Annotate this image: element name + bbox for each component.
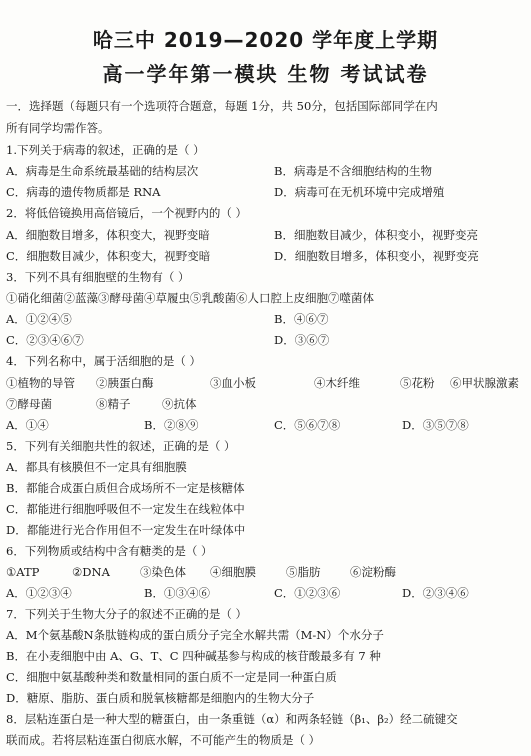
q4-item-2: ②胰蛋白酶 xyxy=(96,376,154,390)
q1-option-b: B．病毒是不含细胞结构的生物 xyxy=(274,164,432,178)
exam-subtitle: 高一学年第一模块 生物 考试试卷 xyxy=(102,62,429,86)
q3-option-b: B．④⑥⑦ xyxy=(274,312,329,326)
q3-items: ①硝化细菌②蓝藻③酵母菌④草履虫⑤乳酸菌⑥人口腔上皮细胞⑦噬菌体 xyxy=(6,291,374,305)
q5-option-c: C．都能进行细胞呼吸但不一定发生在线粒体中 xyxy=(6,502,245,516)
q3-option-d: D．③⑥⑦ xyxy=(274,333,330,347)
q7-option-c: C．细胞中氨基酸种类和数量相同的蛋白质不一定是同一种蛋白质 xyxy=(6,670,337,684)
q5-option-a: A．都具有核膜但不一定具有细胞膜 xyxy=(6,460,187,474)
q4-item-3: ③血小板 xyxy=(210,376,256,390)
q7-option-b: B．在小麦细胞中由 A、G、T、C 四种碱基参与构成的核苷酸最多有 7 种 xyxy=(6,649,381,663)
q2-option-d: D．细胞数目增多，体积变小，视野变亮 xyxy=(274,249,479,263)
q2-stem: 2．将低倍镜换用高倍镜后，一个视野内的（ ） xyxy=(6,206,247,220)
q4-stem: 4．下列名称中，属于活细胞的是（ ） xyxy=(6,354,201,368)
q4-option-c: C．⑤⑥⑦⑧ xyxy=(274,418,341,432)
section-instruction-1: 一．选择题（每题只有一个选项符合题意，每题 1分，共 50分，包括国际部同学在内 xyxy=(6,99,438,113)
q7-option-a: A．M个氨基酸N条肽链构成的蛋白质分子完全水解共需（M-N）个水分子 xyxy=(6,628,384,642)
q6-item-1: ①ATP xyxy=(6,565,40,579)
q6-option-b: B．①③④⑥ xyxy=(144,586,210,600)
q2-option-b: B．细胞数目减少，体积变小，视野变亮 xyxy=(274,228,478,242)
q6-option-d: D．②③④⑥ xyxy=(402,586,469,600)
q4-option-b: B．②⑧⑨ xyxy=(144,418,199,432)
q4-item-1: ①植物的导管 xyxy=(6,376,75,390)
q6-option-c: C．①②③⑥ xyxy=(274,586,341,600)
section-instruction-2: 所有同学均需作答。 xyxy=(6,121,110,135)
q8-stem-line-1: 8．层粘连蛋白是一种大型的糖蛋白，由一条重链（α）和两条轻链（β₁、β₂）经二硫键交 xyxy=(6,712,458,726)
exam-title: 哈三中 2019—2020 学年度上学期 xyxy=(92,28,439,52)
q6-item-6: ⑥淀粉酶 xyxy=(350,565,396,579)
q5-option-b: B．都能合成蛋白质但合成场所不一定是核糖体 xyxy=(6,481,245,495)
q1-option-c: C．病毒的遗传物质都是 RNA xyxy=(6,185,161,199)
q4-item-4: ④木纤维 xyxy=(314,376,360,390)
q6-item-2: ②DNA xyxy=(72,565,110,579)
q6-item-3: ③染色体 xyxy=(140,565,186,579)
q2-option-c: C．细胞数目减少，体积变大，视野变暗 xyxy=(6,249,211,263)
q6-stem: 6．下列物质或结构中含有糖类的是（ ） xyxy=(6,544,213,558)
q1-stem: 1.下列关于病毒的叙述，正确的是（ ） xyxy=(6,143,205,157)
q4-item-6: ⑥甲状腺激素 xyxy=(450,376,519,390)
q7-option-d: D．糖原、脂肪、蛋白质和脱氧核糖都是细胞内的生物大分子 xyxy=(6,691,315,705)
q3-option-a: A．①②④⑤ xyxy=(6,312,72,326)
q5-option-d: D．都能进行光合作用但不一定发生在叶绿体中 xyxy=(6,523,246,537)
q2-option-a: A．细胞数目增多，体积变大，视野变暗 xyxy=(6,228,210,242)
q4-option-a: A．①④ xyxy=(6,418,49,432)
q4-option-d: D．③⑤⑦⑧ xyxy=(402,418,469,432)
q5-stem: 5．下列有关细胞共性的叙述，正确的是（ ） xyxy=(6,439,236,453)
q4-item-9: ⑨抗体 xyxy=(162,397,197,411)
q6-option-a: A．①②③④ xyxy=(6,586,72,600)
q4-item-5: ⑤花粉 xyxy=(400,376,435,390)
q3-stem: 3．下列不具有细胞壁的生物有（ ） xyxy=(6,270,190,284)
q6-item-5: ⑤脂肪 xyxy=(286,565,321,579)
q6-item-4: ④细胞膜 xyxy=(210,565,256,579)
q7-stem: 7．下列关于生物大分子的叙述不正确的是（ ） xyxy=(6,607,247,621)
q8-stem-line-2: 联而成。若将层粘连蛋白彻底水解，不可能产生的物质是（ ） xyxy=(6,733,321,747)
q1-option-a: A．病毒是生命系统最基础的结构层次 xyxy=(6,164,199,178)
q4-item-7: ⑦酵母菌 xyxy=(6,397,52,411)
q1-option-d: D．病毒可在无机环境中完成增殖 xyxy=(274,185,445,199)
q4-item-8: ⑧精子 xyxy=(96,397,131,411)
q3-option-c: C．②③④⑥⑦ xyxy=(6,333,84,347)
